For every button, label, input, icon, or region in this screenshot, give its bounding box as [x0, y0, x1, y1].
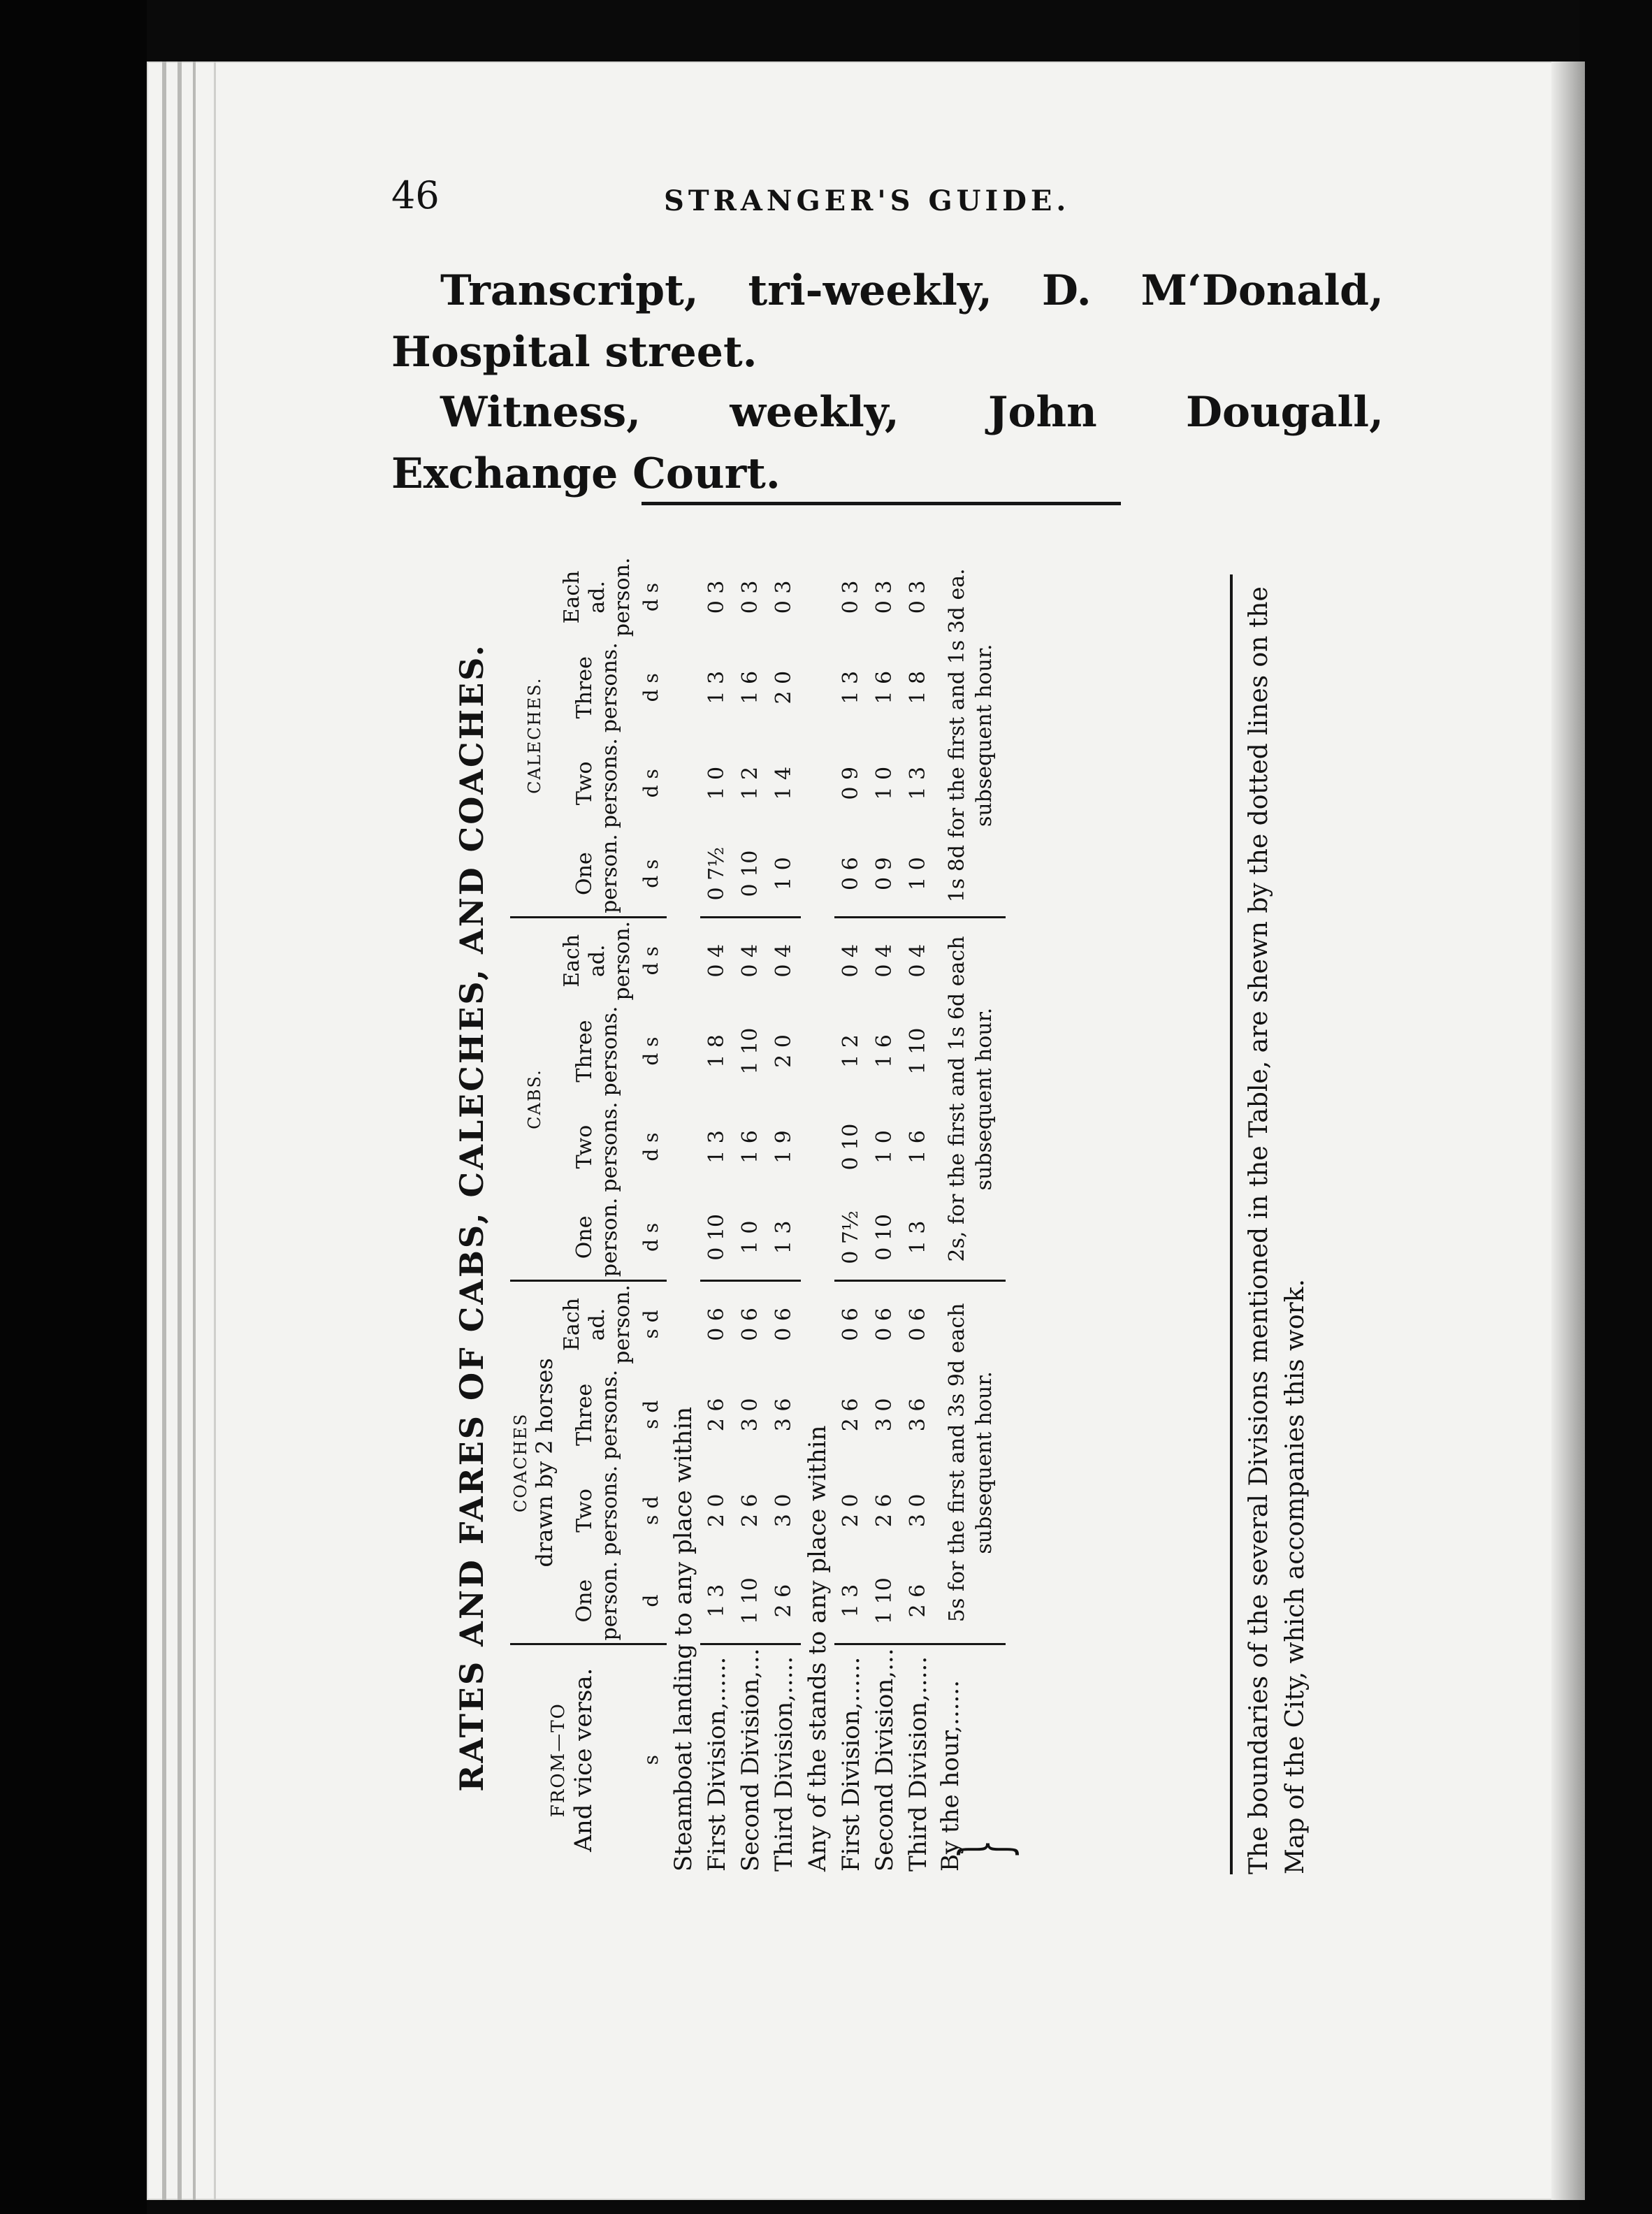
scan-border-left [0, 0, 147, 2214]
fares-table-rotated [440, 547, 1349, 1888]
table-row: Second Division,... 1 10 2 6 3 0 0 6 0 10 1 0 1 6 0 4 0 9 1 0 1 6 0 3 [868, 555, 901, 1874]
hourly-label: By the hour,...... [936, 1680, 964, 1872]
section-heading-row [801, 555, 834, 1874]
row-label: Third Division,..... [769, 1656, 798, 1872]
col-two-persons: Two persons. [572, 1101, 622, 1192]
paragraph-text: Transcript, tri-weekly, D. M‘Donald, Hospital street. [391, 266, 1384, 377]
hourly-coaches: 5s for the first and 3s 9d each subsequent hour. [935, 1281, 1006, 1644]
fares-table [510, 555, 1025, 1874]
from-to-header [510, 1644, 636, 1874]
paragraph-transcript [391, 260, 1384, 383]
table-row: Second Division,... 1 10 2 6 3 0 0 6 1 0 1 6 1 10 0 4 0 10 1 2 1 6 0 3 [734, 555, 767, 1874]
footnote-rule [1230, 574, 1233, 1874]
table-row: First Division,...... 1 3 2 0 2 6 0 6 0 7½ 0 10 1 2 0 4 0 6 0 9 1 3 0 3 [834, 555, 868, 1874]
row-label: Third Division,..... [904, 1656, 932, 1872]
col-one-person: One person. [559, 831, 636, 917]
vice-versa-label: And vice versa. [570, 1667, 598, 1852]
col-each-additional: Each ad. person. [560, 920, 635, 1001]
table-row: Third Division,..... 2 6 3 0 3 6 0 6 1 3 1 9 2 0 0 4 1 0 1 4 2 0 0 3 [767, 555, 801, 1874]
binding-line [193, 62, 196, 2200]
table-title: RATES AND FARES OF CABS, CALECHES, AND COACHES. [453, 643, 491, 1792]
group-header-row [510, 555, 559, 1874]
cabs-header: CABS. [510, 917, 559, 1280]
from-to-label: FROM—TO [548, 1702, 569, 1818]
page-edge-shadow [1551, 62, 1585, 2200]
col-one-person: One person. [559, 1558, 636, 1644]
section-rule [642, 502, 1121, 505]
col-each-additional: Each ad. person. [560, 1285, 635, 1364]
col-each-additional: Each ad. person. [560, 557, 635, 637]
section-heading-row [667, 555, 700, 1874]
coaches-header [510, 1281, 559, 1644]
hourly-caleches: 1s 8d for the first and 1s 3d ea. subsequent hour. [935, 555, 1006, 918]
table-footnote: The boundaries of the several Divisions mentioned in the Table, are shewn by the dotted lines on the Map of the City, which accompanies this work. [1245, 586, 1310, 1874]
col-three-persons: Three persons. [572, 642, 622, 733]
row-label: Second Division,... [870, 1648, 899, 1872]
coaches-label: COACHES [511, 1412, 531, 1513]
page-number: 46 [391, 173, 440, 217]
units-row: s d s d s d s d d s d s d s d s d s d s d s d s [636, 555, 667, 1874]
caleches-header: CALECHES. [510, 555, 559, 918]
hourly-rate-row [935, 555, 1006, 1874]
binding-line [214, 62, 216, 2200]
row-label: Second Division,... [736, 1648, 765, 1872]
section-stands: Any of the stands to any place within [803, 1425, 832, 1872]
col-three-persons: Three persons. [572, 1369, 622, 1460]
hourly-cabs: 2s, for the first and 1s 6d each subsequent hour. [935, 917, 1006, 1280]
paragraph-text: Witness, weekly, John Dougall, Exchange Court. [391, 388, 1384, 498]
section-steamboat: Steamboat landing to any place within [669, 1406, 697, 1872]
fares-table-region [440, 547, 1349, 1888]
binding-line [177, 62, 182, 2200]
row-label: First Division,...... [702, 1656, 731, 1872]
coaches-sub-label: drawn by 2 horses [531, 1358, 558, 1568]
table-row: Third Division,..... 2 6 3 0 3 6 0 6 1 3 1 6 1 10 0 4 1 0 1 3 1 8 0 3 [901, 555, 935, 1874]
table-row: First Division,...... 1 3 2 0 2 6 0 6 0 10 1 3 1 8 0 4 0 7½ 1 0 1 3 0 3 [700, 555, 734, 1874]
running-head: STRANGER'S GUIDE. [664, 184, 1071, 217]
units-left: s [639, 1755, 663, 1765]
col-three-persons: Three persons. [572, 1006, 622, 1097]
col-two-persons: Two persons. [572, 738, 622, 829]
paragraph-witness [391, 382, 1384, 505]
scan-border-right [1579, 0, 1652, 2214]
col-two-persons: Two persons. [572, 1465, 622, 1556]
row-label: First Division,...... [836, 1656, 865, 1872]
brace-icon: } [946, 1839, 1025, 1859]
col-one-person: One person. [559, 1195, 636, 1281]
hourly-label-cell [935, 1644, 1025, 1874]
binding-line [162, 62, 166, 2200]
